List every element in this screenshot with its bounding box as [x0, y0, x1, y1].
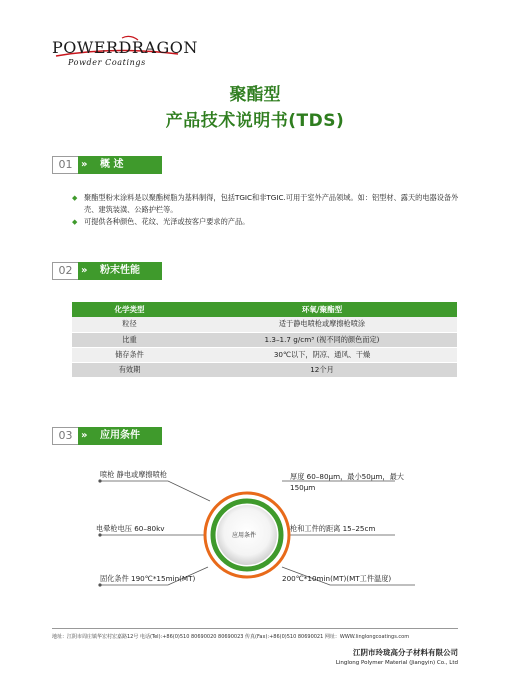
- diamond-bullet-icon: ◆: [72, 194, 78, 202]
- table-header-cell: 化学类型: [72, 302, 187, 317]
- list-item: ◆ 聚酯型粉末涂料是以聚酯树脂为基料制得，包括TGIC和非TGIC.可用于室外产品领域。如：铝型材、露天的电器设备外壳、建筑装潢、公路护栏等。: [72, 193, 459, 214]
- section-number: 02: [52, 262, 78, 280]
- table-row: [72, 362, 457, 377]
- label-spray-gun: 喷枪 静电或摩擦喷枪: [100, 470, 167, 479]
- section-header-powder: [52, 262, 162, 280]
- diagram-center-label: 应用条件: [232, 532, 257, 539]
- table-cell: 储存条件: [72, 347, 187, 362]
- table-cell: 粒径: [72, 317, 187, 332]
- label-corona-voltage: 电晕枪电压 60–80kv: [96, 524, 165, 533]
- section-label: 粉末性能: [78, 262, 162, 280]
- section-header-overview: [52, 156, 162, 174]
- footer-company-en: Linglong Polymer Material (Jiangyin) Co., Ltd: [335, 660, 458, 666]
- footer-contact: 地址：江阴市周庄镇华宏村宏嘉路12号 电话(Tel):+86(0)510 80690020 80690023 传真(Fax):+86(0)510 80690021 网址：WWW.linglongcoatings.com: [52, 634, 410, 640]
- table-cell: 比重: [72, 332, 187, 347]
- table-header-row: [72, 302, 457, 317]
- company-logo: [52, 32, 198, 76]
- label-gun-distance: 枪和工件的距离 15–25cm: [290, 524, 376, 533]
- diamond-bullet-icon: ◆: [72, 218, 78, 226]
- logo-tagline: Powder Coatings: [68, 58, 146, 67]
- table-cell: 30℃以下，阴凉、通风、干燥: [187, 347, 457, 362]
- table-cell: 12个月: [187, 362, 457, 377]
- double-chevron-icon: »: [81, 159, 88, 170]
- label-cure-condition-right: 200℃*10min(MT)(MT工件温度): [282, 574, 392, 583]
- table-cell: 有效期: [72, 362, 187, 377]
- powder-properties-table: [72, 302, 457, 378]
- table-cell: 适于静电喷枪或摩擦枪喷涂: [187, 317, 457, 332]
- footer-company-cn: 江阴市玲珑高分子材料有限公司: [353, 648, 458, 657]
- label-cure-condition-left: 固化条件 190℃*15min(MT): [100, 574, 196, 583]
- section-header-application: [52, 427, 162, 445]
- table-row: [72, 347, 457, 362]
- overview-bullets: [72, 192, 467, 228]
- table-row: [72, 332, 457, 347]
- double-chevron-icon: »: [81, 430, 88, 441]
- doc-title-line2: 产品技术说明书(TDS): [165, 111, 345, 131]
- list-item: ◆ 可提供各种颜色、花纹、光泽或按客户要求的产品。: [72, 217, 250, 226]
- label-film-thickness: 厚度 60–80μm，最小50μm，最大150μm: [290, 472, 404, 492]
- section-number: 03: [52, 427, 78, 445]
- section-number: 01: [52, 156, 78, 174]
- section-label: 应用条件: [78, 427, 162, 445]
- section-label: 概 述: [78, 156, 162, 174]
- table-row: [72, 317, 457, 332]
- logo-wordmark: POWERDRAGON: [52, 38, 198, 57]
- table-header-cell: 环氧/聚酯型: [187, 302, 457, 317]
- application-conditions-diagram: [0, 455, 510, 625]
- table-cell: 1.3–1.7 g/cm³ (视不同的颜色而定): [187, 332, 457, 347]
- footer-divider: [52, 628, 458, 629]
- double-chevron-icon: »: [81, 265, 88, 276]
- doc-title-line1: 聚酯型: [229, 85, 281, 105]
